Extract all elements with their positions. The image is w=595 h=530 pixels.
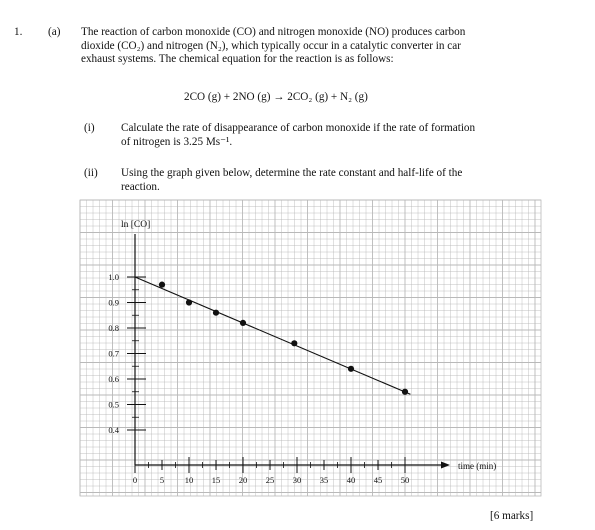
x-tick-label: 0 (132, 475, 138, 485)
x-tick-label: 20 (238, 475, 248, 485)
part-label: (a) (48, 26, 61, 38)
x-tick-label: 45 (373, 475, 383, 485)
x-tick-label: 35 (319, 475, 329, 485)
grid-border (80, 200, 541, 496)
x-tick-label: 15 (211, 475, 221, 485)
data-point (240, 320, 246, 326)
sub-ii-line: reaction. (121, 180, 160, 193)
sub-ii-line: Using the graph given below, determine the rate constant and half-life of the (121, 167, 463, 179)
y-tick-label: 0.9 (108, 297, 119, 308)
sub-question-ii-label: (ii) (84, 167, 98, 179)
data-point (348, 366, 354, 372)
graph-grid (80, 200, 541, 496)
sub-question-i-label: (i) (84, 122, 95, 134)
graph-data (135, 277, 410, 395)
question-number: 1. (14, 26, 23, 38)
x-axis-label: time (min) (458, 461, 497, 471)
sub-i-line: Calculate the rate of disappearance of carbon monoxide if the rate of formation (121, 122, 476, 134)
chemical-equation: 2CO (g) + 2NO (g) → 2CO₂ (g) + N₂ (g) (184, 91, 368, 103)
x-tick-label: 5 (159, 475, 165, 485)
y-tick-label: 0.8 (108, 323, 119, 333)
x-tick-label: 25 (265, 475, 275, 485)
y-tick-label: 0.5 (108, 399, 119, 410)
data-point (186, 299, 192, 305)
intro-line: The reaction of carbon monoxide (CO) and nitrogen monoxide (NO) produces carbon (81, 26, 466, 38)
y-tick-label: 0.7 (108, 348, 119, 359)
data-point (213, 310, 219, 316)
sub-i-line: of nitrogen is 3.25 Ms⁻¹. (121, 135, 233, 148)
marks-label: [6 marks] (490, 510, 534, 522)
x-tick-label: 10 (184, 475, 194, 485)
y-tick-label: 1.0 (108, 272, 119, 282)
data-point (402, 389, 408, 395)
y-tick-label: 0.4 (108, 425, 119, 435)
x-axis-arrow-icon (441, 462, 450, 469)
data-point (159, 282, 165, 288)
intro-line: exhaust systems. The chemical equation for the reaction is as follows: (81, 53, 394, 66)
y-axis-label: ln [CO] (121, 220, 151, 230)
x-tick-label: 40 (346, 475, 356, 485)
y-tick-label: 0.6 (108, 374, 119, 384)
data-point (291, 340, 297, 346)
x-tick-label: 50 (400, 475, 410, 485)
x-tick-label: 30 (292, 475, 302, 485)
intro-line: dioxide (CO₂) and nitrogen (N₂), which typically occur in a catalytic converter in car (81, 39, 461, 52)
best-fit-line (135, 277, 410, 394)
